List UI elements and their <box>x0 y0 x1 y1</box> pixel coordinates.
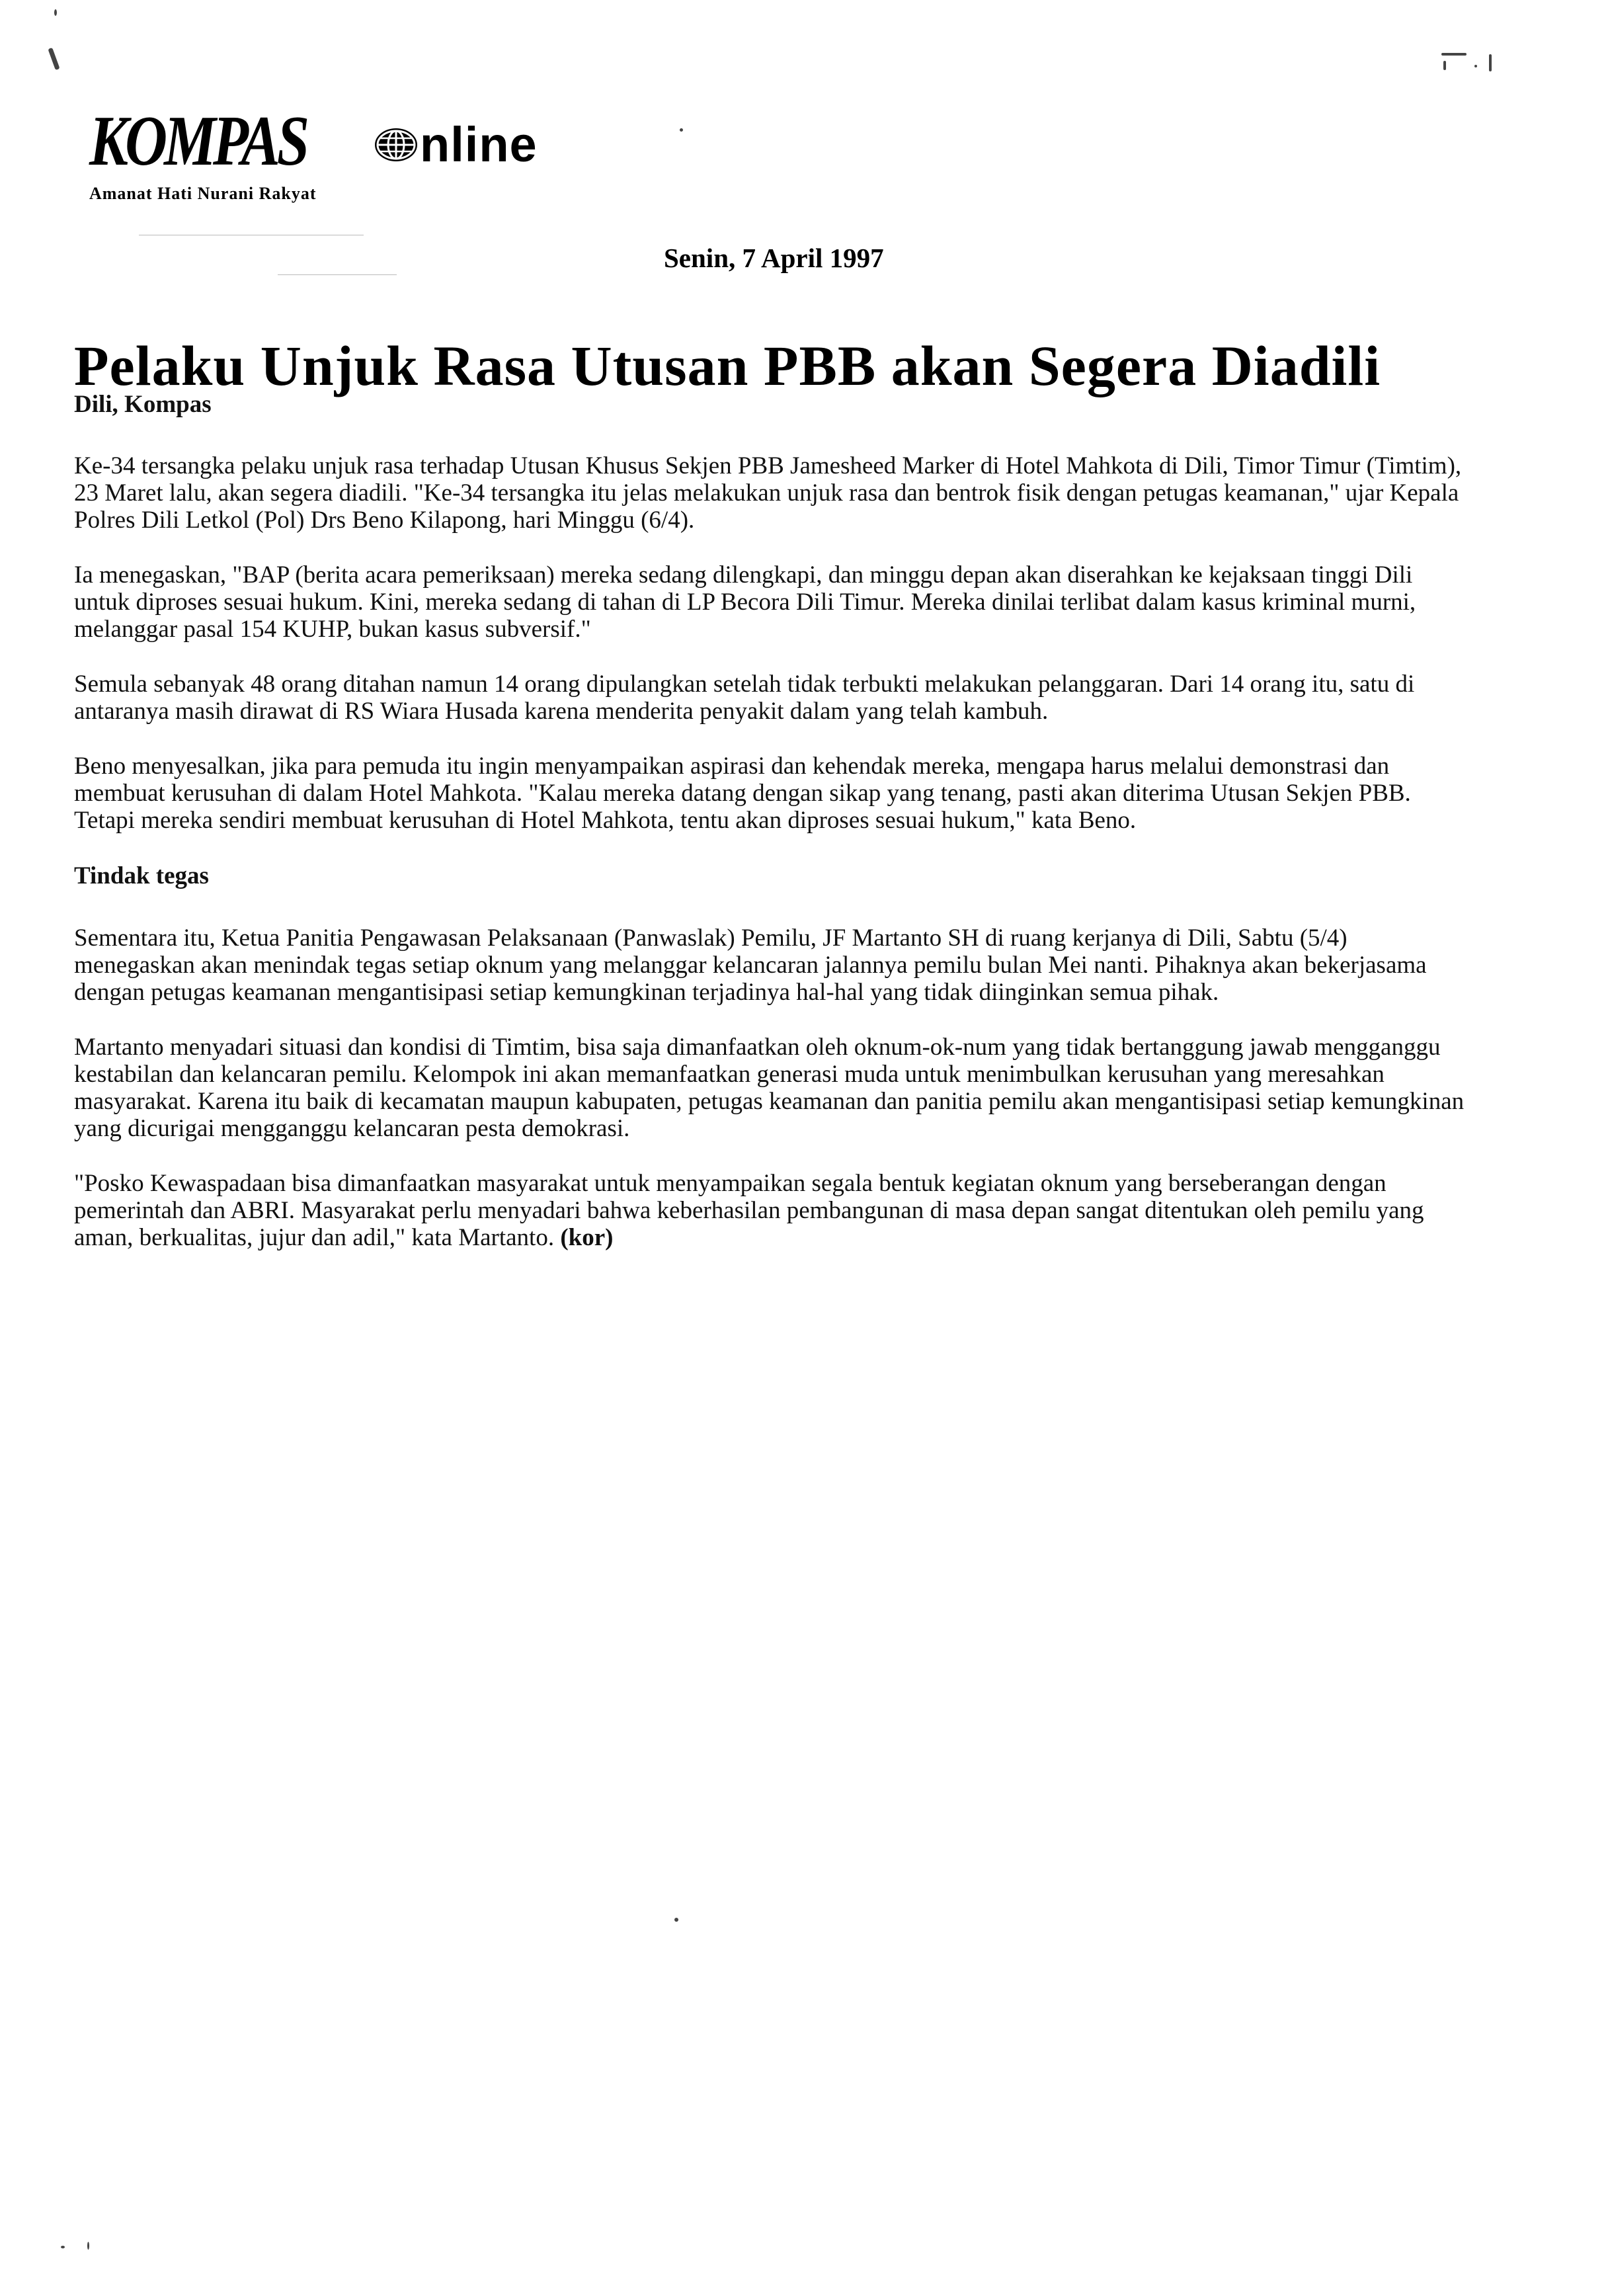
masthead <box>89 102 684 212</box>
headline: Pelaku Unjuk Rasa Utusan PBB akan Segera Diadili <box>74 333 1381 397</box>
scan-mark <box>54 9 57 16</box>
paragraph: Semula sebanyak 48 orang ditahan namun 14 orang dipulangkan setelah tidak terbukti melakukan pelanggaran. Dari 14 orang itu, satu di antaranya masih dirawat di RS Wiara Husada karena menderita penyakit dalam yang telah kambuh. <box>74 671 1415 725</box>
tagline: Amanat Hati Nurani Rakyat <box>89 184 317 203</box>
brand-row <box>89 102 354 181</box>
byline: Dili, Kompas <box>74 391 212 418</box>
scan-mark <box>87 2242 89 2250</box>
paragraph: Ke-34 tersangka pelaku unjuk rasa terhadap Utusan Khusus Sekjen PBB Jamesheed Marker di Hotel Mahkota di Dili, Timor Timur (Timtim), 23 Maret lalu, akan segera diadili. "Ke-34 tersangka itu jelas melakukan unjuk rasa dan bentrok fisik dengan petugas keamanan," ujar Kepala Polres Dili Letkol (Pol) Drs Beno Kilapong, hari Minggu (6/4). <box>74 452 1462 534</box>
scan-mark <box>48 48 60 70</box>
paragraph: Martanto menyadari situasi dan kondisi di Timtim, bisa saja dimanfaatkan oleh oknum-ok-num yang tidak bertanggung jawab mengganggu kestabilan dan kelancaran pemilu. Kelompok ini akan memanfaatkan generasi muda untuk menimbulkan kerusuhan yang meresahkan masyarakat. Karena itu baik di kecamatan maupun kabupaten, petugas keamanan dan panitia pemilu akan mengantisipasi setiap kemungkinan yang dicurigai mengganggu kelancaran pesta demokrasi. <box>74 1033 1465 1142</box>
brand-logo: KOMPAS <box>89 102 307 181</box>
author-credit: (kor) <box>560 1223 614 1251</box>
scan-mark <box>1474 65 1477 67</box>
brand-online <box>374 117 538 172</box>
scan-mark <box>1441 53 1467 56</box>
paragraph: Beno menyesalkan, jika para pemuda itu ingin menyampaikan aspirasi dan kehendak mereka, mengapa harus melalui demonstrasi dan membuat kerusuhan di dalam Hotel Mahkota. "Kalau mereka datang dengan sikap yang tenang, pasti akan diterima Utusan Sekjen PBB. Tetapi mereka sendiri membuat kerusuhan di Hotel Mahkota, tentu akan diproses sesuai hukum," kata Beno. <box>74 753 1411 835</box>
globe-icon <box>374 126 419 163</box>
scan-mark <box>674 1918 678 1922</box>
scan-mark <box>1443 61 1446 70</box>
paragraph: Ia menegaskan, "BAP (berita acara pemeriksaan) mereka sedang dilengkapi, dan minggu depan akan diserahkan ke kejaksaan tinggi Dili untuk diproses sesuai hukum. Kini, mereka sedang di tahan di LP Becora Dili Timur. Mereka dinilai terlibat dalam kasus kriminal murni, melanggar pasal 154 KUHP, bukan kasus subversif." <box>74 561 1416 643</box>
subheading: Tindak tegas <box>74 862 209 890</box>
last-paragraph-text: "Posko Kewaspadaan bisa dimanfaatkan masyarakat untuk menyampaikan segala bentuk kegiatan oknum yang berseberangan dengan pemerintah dan ABRI. Masyarakat perlu menyadari bahwa keberhasilan pembangunan di masa depan sangat ditentukan oleh pemilu yang aman, berkualitas, jujur dan adil," kata Martanto. <box>74 1169 1424 1251</box>
paragraph <box>74 1170 1469 1251</box>
scan-mark <box>1489 54 1492 71</box>
article-body <box>74 390 1469 1279</box>
article-date: Senin, 7 April 1997 <box>664 243 884 273</box>
scan-mark <box>278 274 397 275</box>
paragraph: Sementara itu, Ketua Panitia Pengawasan Pelaksanaan (Panwaslak) Pemilu, JF Martanto SH di ruang kerjanya di Dili, Sabtu (5/4) menegaskan akan menindak tegas setiap oknum yang melanggar kelancaran jalannya pemilu bulan Mei nanti. Pihaknya akan bekerjasama dengan petugas keamanan mengantisipasi setiap kemungkinan terjadinya hal-hal yang tidak diinginkan semua pihak. <box>74 924 1427 1006</box>
brand-online-text: nline <box>420 117 538 172</box>
scan-mark <box>61 2246 65 2248</box>
